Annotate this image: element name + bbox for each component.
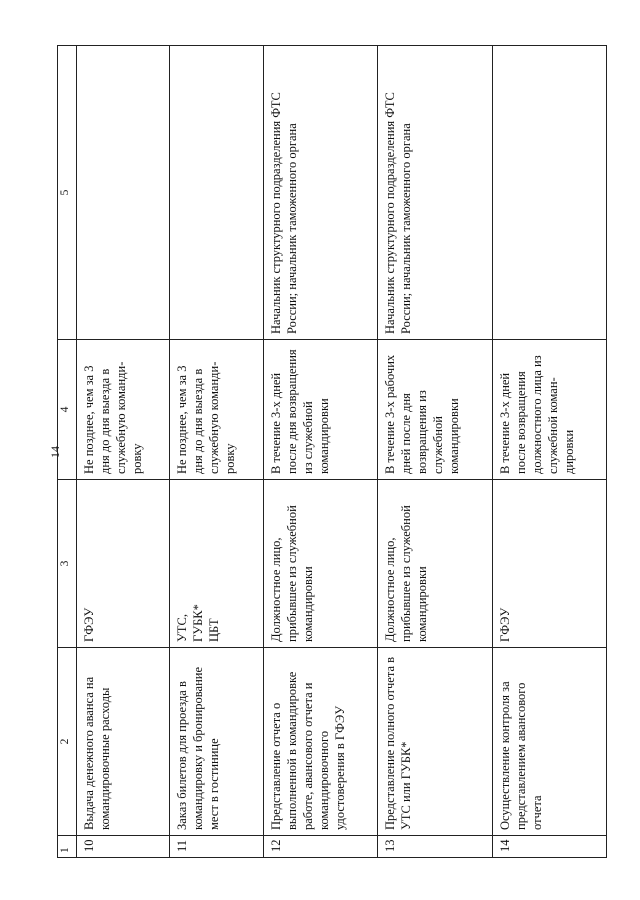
action-cell: Представление полного отчета в УТС или ГУБК* [378,648,492,836]
responsible-cell [170,46,263,340]
action-cell: Выдача денежного аванса на командировочные расходы [77,648,170,836]
row-number: 14 [492,836,606,858]
row-number: 10 [77,836,170,858]
deadline-cell: Не позднее, чем за 3 дня до дня выезда в служебную команди-ровку [170,340,263,480]
row-number: 11 [170,836,263,858]
header-cell-4: 4 [58,340,77,480]
action-cell: Осуществление контроля за представлением авансового отчета [492,648,606,836]
table-row [378,46,492,858]
table-header-row [58,46,77,858]
rotated-table-container [57,46,607,858]
deadline-cell: В течение 3-х дней после дня возвращения из служебной командировки [263,340,377,480]
header-cell-2: 2 [58,648,77,836]
deadline-cell: Не позднее, чем за 3 дня до дня выезда в служебную команди-ровку [77,340,170,480]
performer-cell: Должностное лицо, прибывшее из служебной командировки [378,480,492,648]
performer-cell: ГФЭУ [492,480,606,648]
performer-cell: Должностное лицо, прибывшее из служебной командировки [263,480,377,648]
row-number: 12 [263,836,377,858]
action-cell: Представление отчета о выполненной в командировке работе, авансового отчета и командировочного удостоверения в ГФЭУ [263,648,377,836]
responsible-cell [77,46,170,340]
header-cell-1: 1 [58,836,77,858]
header-cell-5: 5 [58,46,77,340]
responsible-cell [492,46,606,340]
page-number: 14 [48,446,62,458]
action-cell: Заказ билетов для проезда в командировку и бронирование мест в гостинице [170,648,263,836]
table-row [263,46,377,858]
table-row [77,46,170,858]
table-row [170,46,263,858]
procedure-table [57,45,607,858]
table-row [492,46,606,858]
performer-cell: ГФЭУ [77,480,170,648]
header-cell-3: 3 [58,480,77,648]
deadline-cell: В течение 3-х рабочих дней после дня возвращения из служебной командировки [378,340,492,480]
responsible-cell: Начальник структурного подразделения ФТС России; начальник таможенного органа [378,46,492,340]
deadline-cell: В течение 3-х дней после возвращения должностного лица из служебной коман-дировки [492,340,606,480]
performer-cell: УТС, ГУБК* ЦБТ [170,480,263,648]
responsible-cell: Начальник структурного подразделения ФТС России; начальник таможенного органа [263,46,377,340]
row-number: 13 [378,836,492,858]
